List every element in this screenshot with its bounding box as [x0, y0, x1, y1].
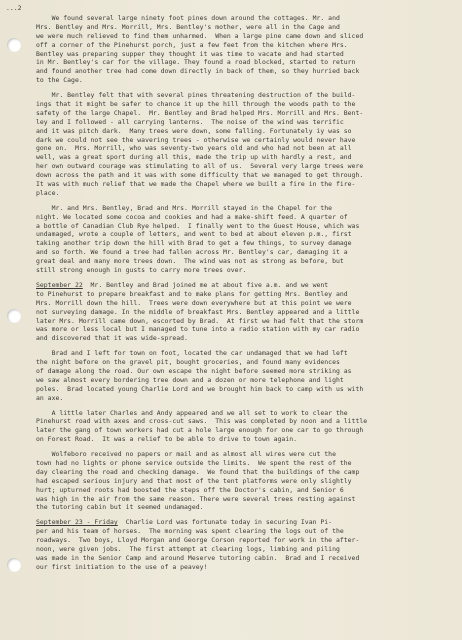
- text-line: [36, 144, 450, 153]
- text-line: [36, 385, 450, 394]
- text-line: [36, 435, 450, 444]
- binder-hole: [7, 309, 21, 323]
- paragraph: [36, 91, 450, 198]
- line-text: her own outward courage was stimulating to all of us. Several very large trees were: [36, 162, 364, 171]
- line-text: was more or less local but I managed to tune into a radio station with my car radio: [36, 325, 360, 334]
- text-line: [36, 325, 450, 334]
- text-line: [36, 518, 450, 527]
- line-text: Mrs. Bentley and Mrs. Morrill, Mrs. Bentley's mother, were all in the Cage and: [36, 22, 340, 31]
- text-line: [36, 409, 450, 418]
- text-line: [36, 58, 450, 67]
- line-text: Mrs. Morrill down the hill. Trees were down everywhere but at this point we were: [36, 298, 352, 307]
- line-text: and discovered that it was wide-spread.: [36, 334, 188, 343]
- text-line: [36, 450, 450, 459]
- line-text: A little later Charles and Andy appeared and we all set to work to clear the: [36, 408, 348, 417]
- text-line: [36, 91, 450, 100]
- line-text: on Forest Road. It was a relief to be able to drive to town again.: [36, 435, 298, 444]
- text-line: [36, 563, 450, 572]
- line-text: night. We located some cocoa and cookies and had a make-shift feed. A quarter of: [36, 212, 348, 221]
- line-text: We found several large ninety foot pines down around the cottages. Mr. and: [36, 14, 340, 22]
- text-line: [36, 334, 450, 343]
- text-line: [36, 248, 450, 257]
- line-text: town had no lights or phone service outside the limits. We spent the rest of the: [36, 458, 352, 467]
- text-line: [36, 213, 450, 222]
- text-line: [36, 299, 450, 308]
- text-line: [36, 67, 450, 76]
- text-line: [36, 495, 450, 504]
- text-line: [36, 536, 450, 545]
- line-text: down across the path and it was with some difficulty that we managed to get through.: [36, 171, 364, 180]
- line-text: Brad and I left for town on foot, located the car undamaged that we had left: [36, 349, 348, 358]
- text-line: [36, 222, 450, 231]
- date-heading: September 22: [36, 280, 83, 289]
- line-text: off a corner of the Pinehurst porch, just a few feet from the kitchen where Mrs.: [36, 40, 348, 49]
- line-text: gone on. Mrs. Morrill, who was seventy-two years old and who had not been at all: [36, 144, 352, 153]
- text-line: [36, 545, 450, 554]
- line-text: taking another trip down the hill with Brad to get a few things, to survey damage: [36, 239, 352, 248]
- line-text: was made in the Senior Camp and around Meserve tutoring cabin. Brad and I received: [36, 553, 360, 562]
- line-text: our first initiation to the use of a peavey!: [36, 562, 208, 571]
- text-line: [36, 100, 450, 109]
- text-line: [36, 239, 450, 248]
- line-text: poles. Brad located young Charlie Lord and we brought him back to camp with us with: [36, 384, 364, 393]
- text-line: [36, 349, 450, 358]
- line-text: Wolfeboro received no papers or mail and as almost all wires were cut the: [36, 450, 336, 459]
- paragraph: [36, 281, 450, 343]
- line-text: had escaped serious injury and that most of the tent platforms were only slightly: [36, 476, 352, 485]
- text-line: [36, 50, 450, 59]
- line-text: Bentley was preparing supper they thought it was time to vacate and had started: [36, 49, 344, 58]
- document-body: [6, 4, 450, 572]
- text-line: [36, 171, 450, 180]
- paragraph: [36, 14, 450, 85]
- line-text: roadways. Two boys, Lloyd Morgan and George Corson reported for work in the after-: [36, 536, 360, 545]
- page-number: ...2: [6, 4, 22, 12]
- line-text: still strong enough in gusts to carry more trees over.: [36, 266, 247, 275]
- line-text: ings that it might be safer to chance it up the hill through the woods path to the: [36, 100, 356, 109]
- paragraph: [36, 450, 450, 512]
- line-text: Pinehurst road with axes and cross-cut saws. This was completed by noon and a little: [36, 417, 368, 426]
- text-line: [36, 417, 450, 426]
- text-line: [36, 118, 450, 127]
- line-text: place.: [36, 188, 60, 197]
- text-line: [36, 23, 450, 32]
- paragraph-list: [36, 14, 450, 572]
- text-line: [36, 394, 450, 403]
- text-line: [36, 76, 450, 85]
- line-text: we saw almost every bordering tree down and a dozen or more telephone and light: [36, 375, 344, 384]
- line-text: undamaged, wrote a couple of letters, and went to bed at about eleven p.m., first: [36, 230, 352, 239]
- text-line: [36, 32, 450, 41]
- text-line: [36, 41, 450, 50]
- line-text: It was with much relief that we made the Chapel where we built a fire in the fire-: [36, 180, 356, 189]
- line-text: dark we could not see the wavering trees - otherwise we certainly would never have: [36, 135, 356, 144]
- line-text: not surveying damage. In the middle of breakfast Mrs. Bentley appeared and a little: [36, 307, 360, 316]
- text-line: [36, 459, 450, 468]
- text-line: [36, 153, 450, 162]
- date-heading: September 23 - Friday: [36, 518, 118, 527]
- line-text: Mr. Bentley and Brad joined me at about five a.m. and we went: [82, 280, 329, 289]
- line-text: we were much relieved to find them unharmed. When a large pine came down and sliced: [36, 31, 364, 40]
- text-line: [36, 527, 450, 536]
- text-line: [36, 486, 450, 495]
- line-text: ley and I followed - all carrying lanterns. The noise of the wind was terrific: [36, 117, 344, 126]
- text-line: [36, 367, 450, 376]
- line-text: a bottle of Canadian Club Rye helped. I finally went to the Guest House, which was: [36, 221, 360, 230]
- paragraph: [36, 349, 450, 402]
- line-text: hurt; upturned roots had boosted the steps off the Doctor's cabin, and Senior 6: [36, 485, 344, 494]
- line-text: later Mrs. Morrill came down, escorted by Brad. At first we had felt that the storm: [36, 316, 364, 325]
- binder-hole: [7, 558, 21, 572]
- text-line: [36, 477, 450, 486]
- line-text: great deal and many more trees down. The wind was not as strong as before, but: [36, 257, 344, 266]
- line-text: and it was pitch dark. Many trees were down, some falling. Fortunately iy was so: [36, 126, 352, 135]
- text-line: [36, 503, 450, 512]
- text-line: [36, 308, 450, 317]
- line-text: an axe.: [36, 393, 64, 402]
- text-line: [36, 317, 450, 326]
- text-line: [36, 189, 450, 198]
- line-text: and so forth. We found a tree had fallen across Mr. Bentley's car, damaging it a: [36, 248, 348, 257]
- line-text: later the gang of town workers had cut a hole large enough for one car to go through: [36, 426, 364, 435]
- line-text: and found another tree had come down directly in back of them, so they hurried back: [36, 67, 360, 76]
- text-line: [36, 376, 450, 385]
- line-text: per and his team of horses. The morning was spent clearing the logs out of the: [36, 527, 344, 536]
- text-line: [36, 426, 450, 435]
- text-line: [36, 257, 450, 266]
- line-text: of damage along the road. Our own escape the night before seemed more striking as: [36, 366, 352, 375]
- line-text: day clearing the road and checking damage. We found that the buildings of the camp: [36, 467, 360, 476]
- paragraph: [36, 409, 450, 445]
- line-text: to Pinehurst to prepare breakfast and to make plans for getting Mrs. Bentley and: [36, 289, 348, 298]
- text-line: [36, 281, 450, 290]
- line-text: Charlie Lord was fortunate today in securing Ivan Pi-: [117, 518, 333, 527]
- paragraph: [36, 204, 450, 275]
- text-line: [36, 162, 450, 171]
- line-text: well, was a great sport during all this, made the trip up with hardly a rest, and: [36, 153, 352, 162]
- text-line: [36, 204, 450, 213]
- line-text: noon, were given jobs. The first attempt at clearing logs, limbing and piling: [36, 544, 340, 553]
- text-line: [36, 554, 450, 563]
- text-line: [36, 109, 450, 118]
- line-text: in Mr. Bentley's car for the village. They found a road blocked, started to return: [36, 58, 356, 67]
- text-line: [36, 290, 450, 299]
- line-text: safety of the large Chapel. Mr. Bentley and Brad helped Mrs. Morrill and Mrs. Bent-: [36, 108, 364, 117]
- binder-hole: [7, 38, 21, 52]
- text-line: [36, 180, 450, 189]
- line-text: the tutoring cabin but it seemed undamaged.: [36, 503, 204, 512]
- text-line: [36, 14, 450, 23]
- text-line: [36, 136, 450, 145]
- line-text: Mr. Bentley felt that with several pines threatening destruction of the build-: [36, 91, 356, 100]
- line-text: the night before on the gravel pit, bought groceries, and found many evidences: [36, 358, 340, 367]
- text-line: [36, 230, 450, 239]
- text-line: [36, 266, 450, 275]
- text-line: [36, 127, 450, 136]
- line-text: was high in the air from the same reason. There were several trees resting against: [36, 494, 356, 503]
- line-text: to the Cage.: [36, 76, 83, 85]
- paragraph: [36, 518, 450, 571]
- text-line: [36, 468, 450, 477]
- text-line: [36, 358, 450, 367]
- line-text: Mr. and Mrs. Bentley, Brad and Mrs. Morrill stayed in the Chapel for the: [36, 203, 333, 212]
